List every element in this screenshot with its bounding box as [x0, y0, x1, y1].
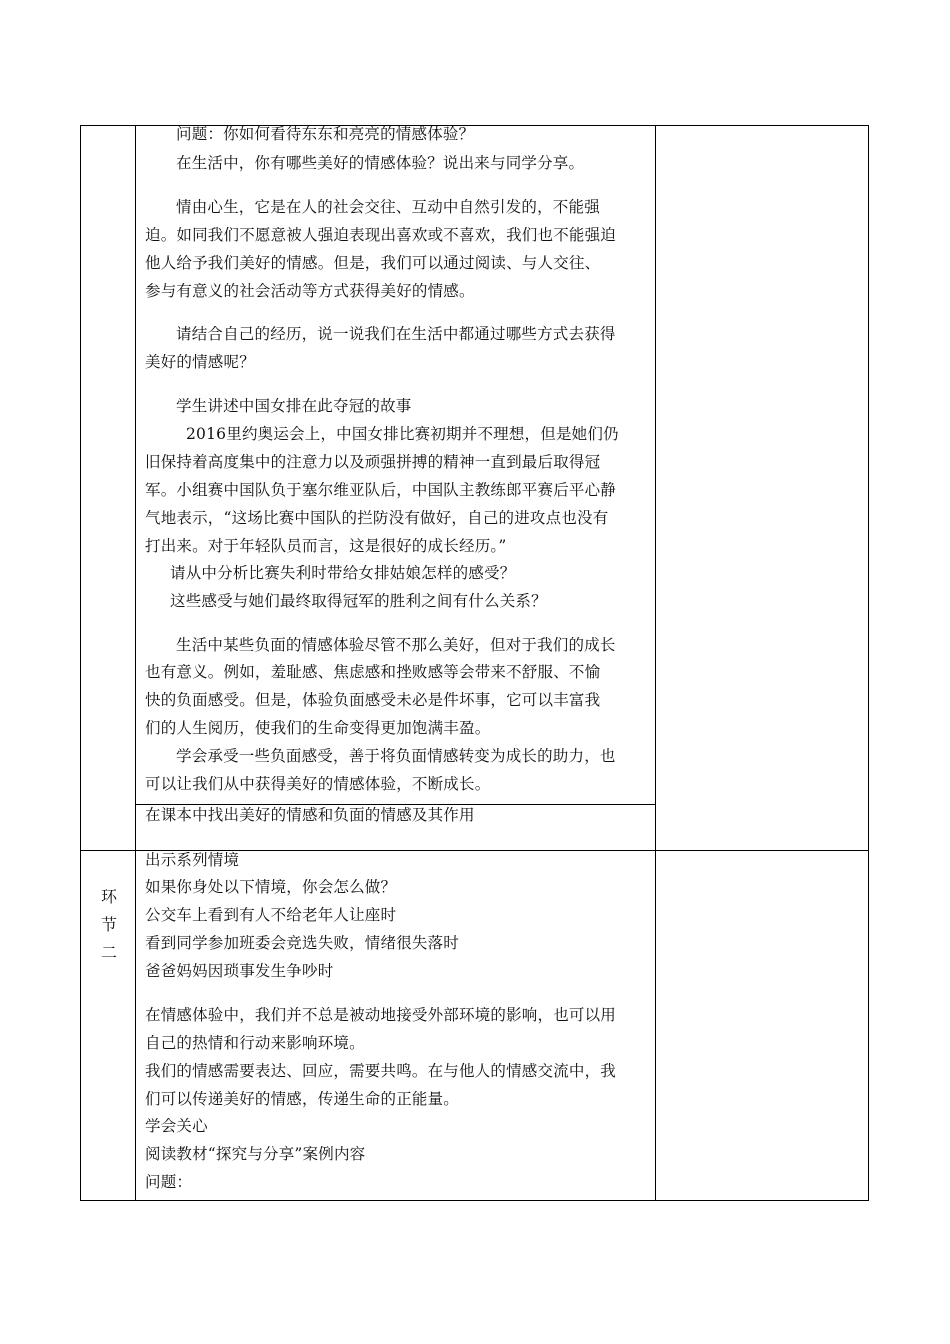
scenario-item: 公交车上看到有人不给老年人让座时 — [145, 906, 397, 924]
paragraph-line: 旧保持着高度集中的注意力以及顽强拼搏的精神一直到最后取得冠 — [145, 453, 601, 471]
paragraph-line: 美好的情感呢？ — [145, 353, 255, 371]
section-heading: 出示系列情境 — [145, 851, 240, 869]
paragraph-line: 打出来。对于年轻队员而言，这是很好的成长经历。” — [145, 537, 507, 555]
question-text: 问题：你如何看待东东和亮亮的情感体验？ — [176, 125, 475, 143]
section-label-char: 节 — [100, 915, 117, 934]
table-right-border — [868, 125, 869, 1201]
scenario-item: 爸爸妈妈因琐事发生争吵时 — [145, 962, 334, 980]
task-text: 在课本中找出美好的情感和负面的情感及其作用 — [145, 806, 475, 824]
instruction-text: 阅读教材“探究与分享”案例内容 — [145, 1145, 366, 1163]
paragraph-line: 2016里约奥运会上，中国女排比赛初期并不理想，但是她们仍 — [186, 425, 619, 443]
paragraph-line: 他人给予我们美好的情感。但是，我们可以通过阅读、与人交往、 — [145, 254, 601, 272]
table-left-border — [80, 125, 81, 1201]
question-text: 这些感受与她们最终取得冠军的胜利之间有什么关系？ — [170, 592, 547, 610]
paragraph-line: 情由心生，它是在人的社会交往、互动中自然引发的，不能强 — [176, 198, 600, 216]
paragraph-line: 在情感体验中，我们并不总是被动地接受外部环境的影响，也可以用 — [145, 1006, 617, 1024]
column-divider-2 — [655, 125, 656, 1201]
prompt-text: 如果你身处以下情境，你会怎么做？ — [145, 878, 397, 896]
paragraph-line: 们可以传递美好的情感，传递生命的正能量。 — [145, 1090, 460, 1108]
section-label-char: 环 — [100, 887, 117, 906]
paragraph-line: 也有意义。例如，羞耻感、焦虑感和挫败感等会带来不舒服、不愉 — [145, 663, 601, 681]
scenario-item: 看到同学参加班委会竞选失败，情绪很失落时 — [145, 934, 460, 952]
paragraph-line: 学会承受一些负面感受，善于将负面情感转变为成长的助力，也 — [176, 747, 616, 765]
question-text: 在生活中，你有哪些美好的情感体验？说出来与同学分享。 — [176, 154, 585, 172]
paragraph-line: 气地表示，“这场比赛中国队的拦防没有做好，自己的进攻点也没有 — [145, 509, 609, 527]
paragraph-line: 军。小组赛中国队负于塞尔维亚队后，中国队主教练郎平赛后平心静 — [145, 481, 617, 499]
paragraph-line: 生活中某些负面的情感体验尽管不那么美好，但对于我们的成长 — [176, 636, 616, 654]
question-text: 请从中分析比赛失利时带给女排姑娘怎样的感受？ — [170, 564, 516, 582]
paragraph-line: 迫。如同我们不愿意被人强迫表现出喜欢或不喜欢，我们也不能强迫 — [145, 226, 617, 244]
section-label-char: 二 — [100, 943, 117, 962]
paragraph-line: 我们的情感需要表达、回应，需要共鸣。在与他人的情感交流中，我 — [145, 1062, 617, 1080]
paragraph-line: 请结合自己的经历，说一说我们在生活中都通过哪些方式去获得 — [176, 325, 616, 343]
paragraph-line: 们的人生阅历，使我们的生命变得更加饱满丰盈。 — [145, 719, 491, 737]
subheading: 学会关心 — [145, 1117, 208, 1135]
paragraph-line: 参与有意义的社会活动等方式获得美好的情感。 — [145, 282, 475, 300]
question-text: 问题： — [145, 1173, 193, 1191]
story-title: 学生讲述中国女排在此夺冠的故事 — [176, 397, 412, 415]
paragraph-line: 可以让我们从中获得美好的情感体验，不断成长。 — [145, 775, 491, 793]
column-divider-1 — [135, 125, 136, 1201]
paragraph-line: 快的负面感受。但是，体验负面感受未必是件坏事，它可以丰富我 — [145, 691, 601, 709]
paragraph-line: 自己的热情和行动来影响环境。 — [145, 1034, 365, 1052]
table-bottom-border — [80, 1200, 869, 1201]
